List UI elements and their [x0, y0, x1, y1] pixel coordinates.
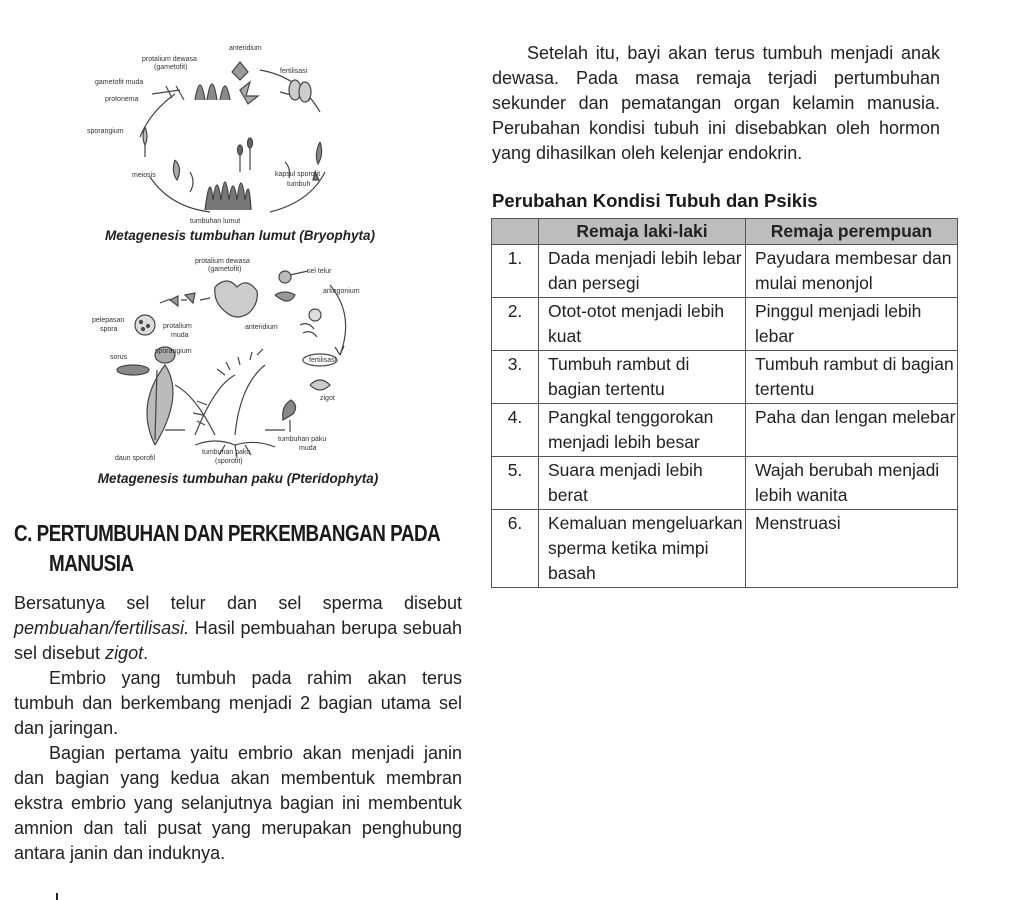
- label-tumbuhan-paku-muda: tumbuhan paku: [278, 436, 327, 443]
- header-male: Remaja laki-laki: [539, 219, 746, 245]
- table-body: [492, 245, 958, 588]
- paragraph-janin: Bagian pertama yaitu embrio akan menjadi janin dan bagian yang kedua akan membentuk membran ekstra embrio yang selanjutnya bagian ini membentuk amnion dan tali pusat yang merupakan penghubung antara janin dan induknya.: [14, 743, 462, 863]
- label-sel-telur: sel telur: [307, 268, 332, 275]
- label-sporangium: sporangium: [155, 348, 192, 355]
- label-gametofit: (gametofit): [208, 266, 242, 273]
- section-heading-line-1: C. PERTUMBUHAN DAN PERKEMBANGAN PADA: [14, 520, 441, 546]
- male-change: Suara menjadi lebih berat: [539, 457, 746, 510]
- female-change: Paha dan lengan melebar: [746, 404, 958, 457]
- male-change: Pangkal tenggorokan menjadi lebih besar: [539, 404, 746, 457]
- comparison-table: [491, 218, 958, 588]
- header-number: [492, 219, 539, 245]
- label-protonema: protonema: [105, 96, 139, 103]
- female-change: Pinggul menjadi lebih lebar: [746, 298, 958, 351]
- row-number: 3.: [492, 351, 539, 404]
- female-change: Payudara membesar dan mulai menonjol: [746, 245, 958, 298]
- label-muda: muda: [171, 332, 189, 339]
- table-header-row: [492, 219, 958, 245]
- label-anteridium: anteridium: [229, 45, 262, 52]
- male-change: Otot-otot menjadi lebih kuat: [539, 298, 746, 351]
- label-kapsul-sporofit: kapsul sporofit: [275, 171, 321, 178]
- table-row: [492, 298, 958, 351]
- male-change: Tumbuh rambut di bagian tertentu: [539, 351, 746, 404]
- male-change: Dada menjadi lebih lebar dan persegi: [539, 245, 746, 298]
- label-gametofit: (gametofit): [154, 64, 188, 71]
- label-tumbuhan-lumut: tumbuhan lumut: [190, 218, 241, 225]
- table-title: Perubahan Kondisi Tubuh dan Psikis: [492, 190, 818, 211]
- text-span: Bersatunya sel telur dan sel sperma disebut: [14, 593, 462, 613]
- fern-life-cycle-figure: [85, 255, 385, 467]
- label-meiosis: meiosis: [132, 172, 156, 179]
- label-fertilisasi: fertilisasi: [280, 68, 308, 75]
- label-protalium-dewasa: protalium dewasa: [195, 258, 250, 265]
- moss-figure-caption: Metagenesis tumbuhan lumut (Bryophyta): [104, 228, 376, 243]
- section-heading-line-2: MANUSIA: [49, 550, 134, 576]
- text-span: .: [143, 643, 149, 663]
- term-zigot: zigot: [105, 643, 144, 663]
- paragraph-remaja: Setelah itu, bayi akan terus tumbuh menjadi anak dewasa. Pada masa remaja terjadi pertumbuhan sekunder dan pematangan organ kelamin manusia. Perubahan kondisi tubuh ini disebabkan oleh hormon yang dihasilkan oleh kelenjar endokrin.: [492, 43, 940, 163]
- label-muda-2: muda: [299, 445, 317, 452]
- label-sporangium: sporangium: [87, 128, 124, 135]
- label-sporofit: (sporofit): [215, 458, 243, 465]
- right-column-text: [492, 41, 940, 166]
- label-anteridium: anteridium: [245, 324, 278, 331]
- row-number: 2.: [492, 298, 539, 351]
- table-row: [492, 245, 958, 298]
- table-row: [492, 510, 958, 588]
- female-change: Menstruasi: [746, 510, 958, 588]
- label-spora: spora: [100, 326, 118, 333]
- row-number: 5.: [492, 457, 539, 510]
- label-tumbuhan-paku: tumbuhan paku: [202, 449, 251, 456]
- moss-life-cycle-figure: [80, 42, 410, 227]
- label-sorus: sorus: [110, 354, 128, 361]
- table-row: [492, 351, 958, 404]
- header-female: Remaja perempuan: [746, 219, 958, 245]
- label-protalium: protalium: [163, 323, 192, 330]
- fern-figure-caption: Metagenesis tumbuhan paku (Pteridophyta): [97, 471, 379, 486]
- label-protalium-dewasa: protalium dewasa: [142, 56, 197, 63]
- label-zigot: zigot: [320, 395, 335, 402]
- label-daun-sporofil: daun sporofil: [115, 455, 156, 462]
- row-number: 4.: [492, 404, 539, 457]
- paragraph-fertilization: [14, 591, 462, 666]
- label-gametofit-muda: gametofit muda: [95, 79, 144, 86]
- left-column-text: [14, 591, 462, 866]
- label-pelepasan: pelepasan: [92, 317, 125, 324]
- text-span: Hasil pembuahan berupa sebuah sel disebut: [14, 618, 462, 663]
- paragraph-embrio: Embrio yang tumbuh pada rahim akan terus tumbuh dan berkembang menjadi 2 bagian utama sel dan jaringan.: [14, 668, 462, 738]
- female-change: Tumbuh rambut di bagian tertentu: [746, 351, 958, 404]
- row-number: 1.: [492, 245, 539, 298]
- row-number: 6.: [492, 510, 539, 588]
- label-tumbuh: tumbuh: [287, 181, 311, 188]
- label-arkegonium: arkegonium: [323, 288, 360, 295]
- term-fertilisasi: pembuahan/fertilisasi.: [14, 618, 190, 638]
- page-mark: [56, 893, 58, 900]
- table-row: [492, 457, 958, 510]
- label-fertilisasi: fertilisasi: [309, 357, 337, 364]
- table-row: [492, 404, 958, 457]
- comparison-table-wrapper: [491, 218, 958, 588]
- male-change: Kemaluan mengeluarkan sperma ketika mimpi basah: [539, 510, 746, 588]
- female-change: Wajah berubah menjadi lebih wanita: [746, 457, 958, 510]
